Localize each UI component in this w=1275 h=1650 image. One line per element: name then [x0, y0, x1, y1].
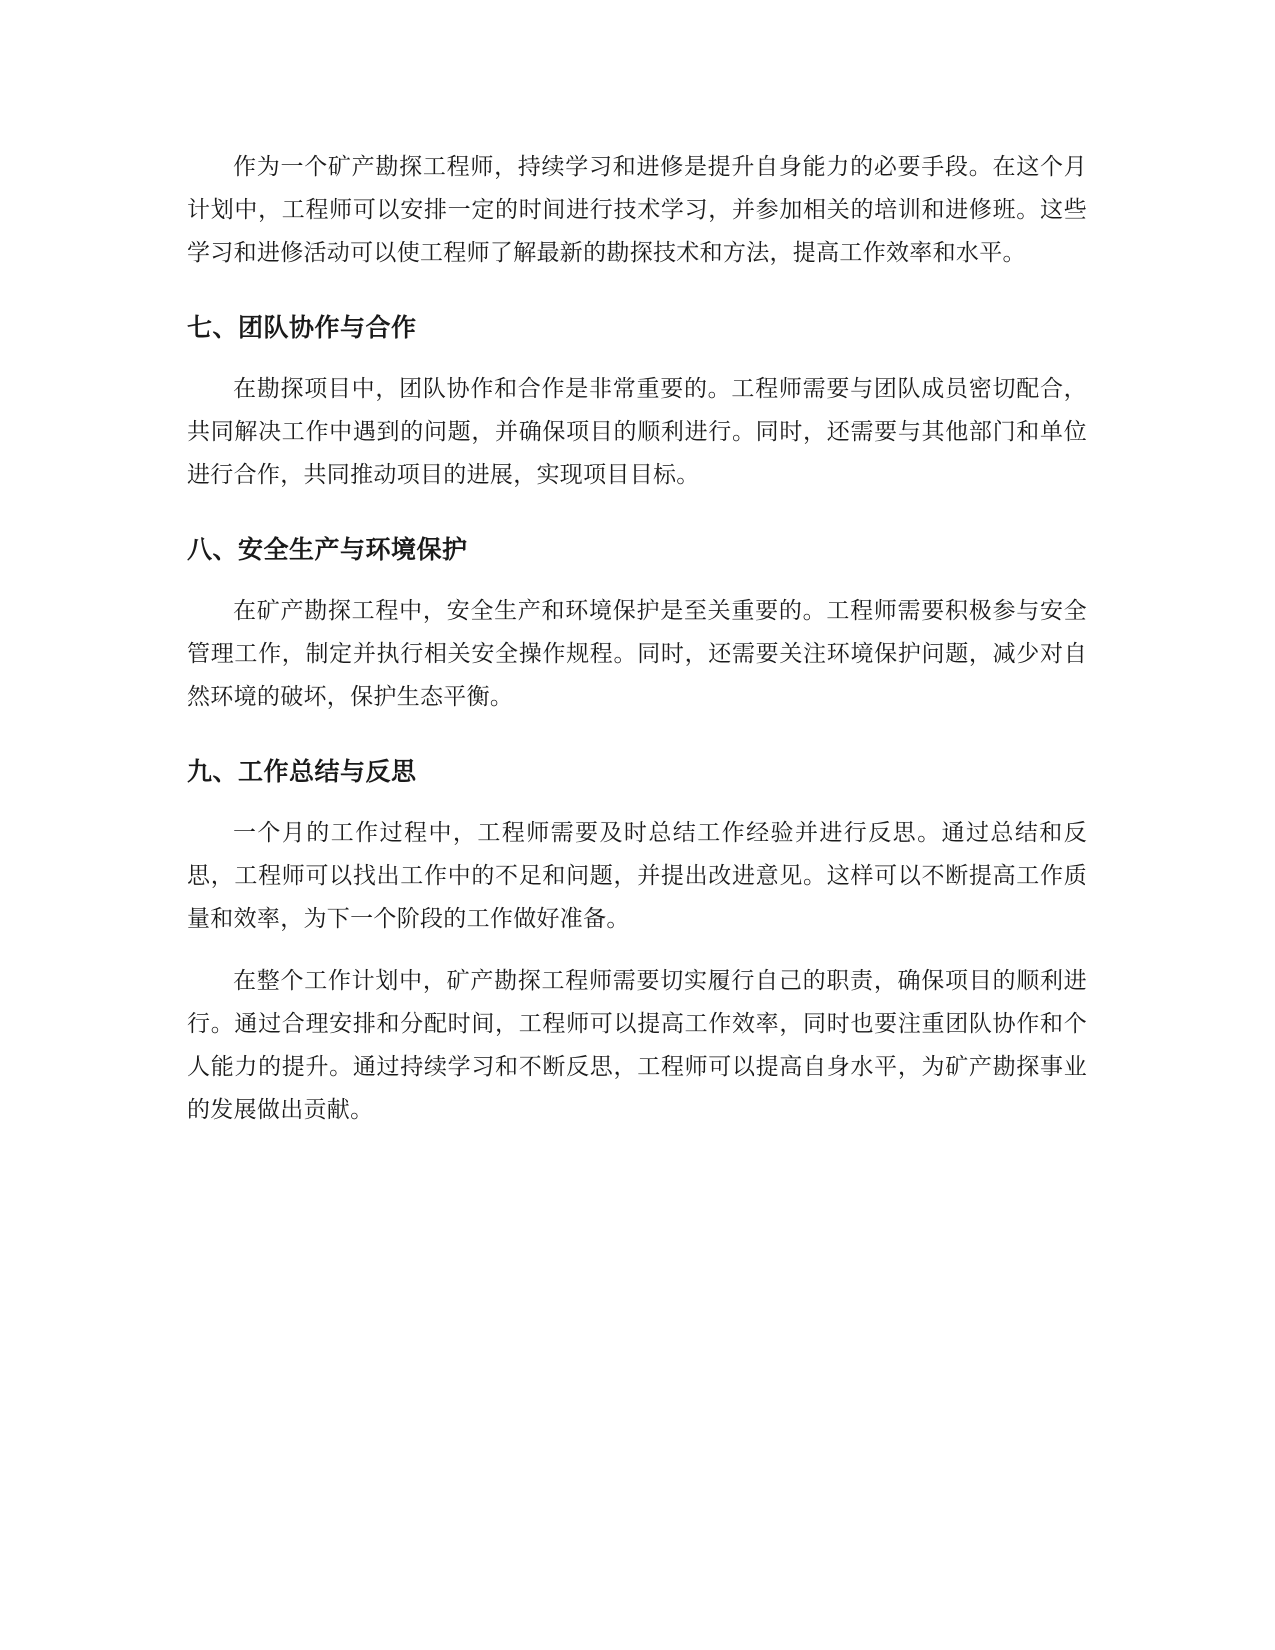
section-paragraph-safety: 在矿产勘探工程中，安全生产和环境保护是至关重要的。工程师需要积极参与安全管理工作，制定并执行相关安全操作规程。同时，还需要关注环境保护问题，减少对自然环境的破坏，保护生态平衡。 — [187, 598, 1087, 710]
section-heading-summary: 九、工作总结与反思 — [187, 757, 417, 786]
section-paragraph-teamwork: 在勘探项目中，团队协作和合作是非常重要的。工程师需要与团队成员密切配合，共同解决工作中遇到的问题，并确保项目的顺利进行。同时，还需要与其他部门和单位进行合作，共同推动项目的进展，实现项目目标。 — [187, 376, 1087, 488]
section-heading-safety: 八、安全生产与环境保护 — [187, 535, 468, 564]
section-paragraph-summary: 一个月的工作过程中，工程师需要及时总结工作经验并进行反思。通过总结和反思，工程师可以找出工作中的不足和问题，并提出改进意见。这样可以不断提高工作质量和效率，为下一个阶段的工作做好准备。 — [187, 820, 1087, 932]
document-body — [187, 146, 1087, 1132]
closing-paragraph: 在整个工作计划中，矿产勘探工程师需要切实履行自己的职责，确保项目的顺利进行。通过合理安排和分配时间，工程师可以提高工作效率，同时也要注重团队协作和个人能力的提升。通过持续学习和不断反思，工程师可以提高自身水平，为矿产勘探事业的发展做出贡献。 — [187, 968, 1087, 1123]
intro-paragraph: 作为一个矿产勘探工程师，持续学习和进修是提升自身能力的必要手段。在这个月计划中，工程师可以安排一定的时间进行技术学习，并参加相关的培训和进修班。这些学习和进修活动可以使工程师了解最新的勘探技术和方法，提高工作效率和水平。 — [187, 154, 1087, 266]
section-heading-teamwork: 七、团队协作与合作 — [187, 313, 417, 342]
